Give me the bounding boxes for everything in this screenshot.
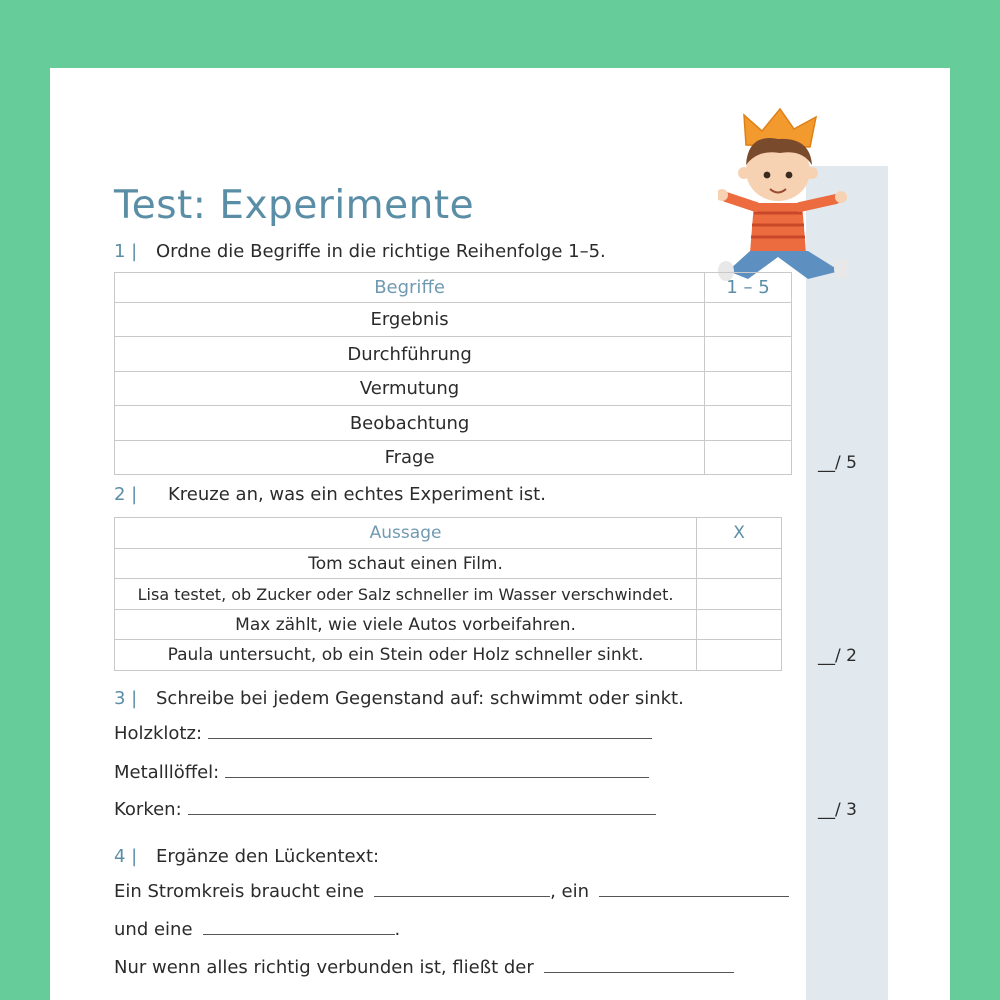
item-label: Korken:	[114, 799, 182, 820]
question-text: Ergänze den Lückentext:	[156, 846, 380, 867]
cloze-line	[114, 957, 734, 978]
score-q2: __/ 2	[818, 646, 857, 666]
question-2	[114, 484, 546, 505]
table-header: Aussage	[115, 518, 697, 549]
question-text: Schreibe bei jedem Gegenstand auf: schwimmt oder sinkt.	[156, 688, 684, 709]
checkbox-cell[interactable]	[697, 579, 782, 610]
item-label: Holzklotz:	[114, 723, 203, 744]
cloze-text: und eine	[114, 919, 193, 940]
table-cell: Ergebnis	[115, 303, 705, 337]
question-number: 1 |	[114, 241, 138, 262]
answer-cell[interactable]	[705, 303, 792, 337]
table-cell: Lisa testet, ob Zucker oder Salz schneller im Wasser verschwindet.	[115, 579, 697, 610]
table-cell: Beobachtung	[115, 406, 705, 441]
answer-line	[114, 799, 656, 820]
q1-table	[114, 272, 792, 475]
checkbox-cell[interactable]	[697, 640, 782, 671]
answer-line	[114, 723, 652, 744]
q2-table	[114, 517, 782, 671]
question-3	[114, 688, 684, 709]
table-header: 1 – 5	[705, 273, 792, 303]
question-number: 2 |	[114, 484, 138, 505]
answer-cell[interactable]	[705, 406, 792, 441]
table-header: Begriffe	[115, 273, 705, 303]
table-cell: Paula untersucht, ob ein Stein oder Holz schneller sinkt.	[115, 640, 697, 671]
table-cell: Vermutung	[115, 372, 705, 406]
question-1	[114, 241, 606, 262]
cloze-blank[interactable]	[599, 882, 789, 897]
answer-blank[interactable]	[188, 800, 656, 815]
cloze-blank[interactable]	[203, 920, 395, 935]
question-number: 4 |	[114, 846, 138, 867]
item-label: Metalllöffel:	[114, 762, 220, 783]
boy-with-crown-illustration	[718, 103, 848, 283]
cloze-text: .	[394, 919, 401, 940]
cloze-blank[interactable]	[374, 882, 550, 897]
answer-cell[interactable]	[705, 372, 792, 406]
answer-line	[114, 762, 649, 783]
cloze-text: Ein Stromkreis braucht eine	[114, 881, 365, 902]
question-text: Kreuze an, was ein echtes Experiment ist.	[168, 484, 546, 505]
answer-blank[interactable]	[208, 724, 652, 739]
question-number: 3 |	[114, 688, 138, 709]
cloze-blank[interactable]	[544, 958, 734, 973]
score-column	[806, 166, 888, 1000]
table-cell: Tom schaut einen Film.	[115, 549, 697, 579]
answer-blank[interactable]	[225, 763, 649, 778]
table-header: X	[697, 518, 782, 549]
cloze-line	[114, 919, 400, 940]
cloze-text: , ein	[550, 881, 589, 902]
answer-cell[interactable]	[705, 337, 792, 372]
table-cell: Durchführung	[115, 337, 705, 372]
checkbox-cell[interactable]	[697, 610, 782, 640]
question-text: Ordne die Begriffe in die richtige Reihenfolge 1–5.	[156, 241, 606, 262]
table-cell: Frage	[115, 441, 705, 475]
table-cell: Max zählt, wie viele Autos vorbeifahren.	[115, 610, 697, 640]
cloze-text: Nur wenn alles richtig verbunden ist, fließt der	[114, 957, 534, 978]
worksheet	[50, 68, 950, 1000]
cloze-line	[114, 881, 789, 902]
score-q3: __/ 3	[818, 800, 857, 820]
page-title: Test: Experimente	[114, 183, 475, 228]
question-4	[114, 846, 379, 867]
checkbox-cell[interactable]	[697, 549, 782, 579]
answer-cell[interactable]	[705, 441, 792, 475]
score-q1: __/ 5	[818, 453, 857, 473]
